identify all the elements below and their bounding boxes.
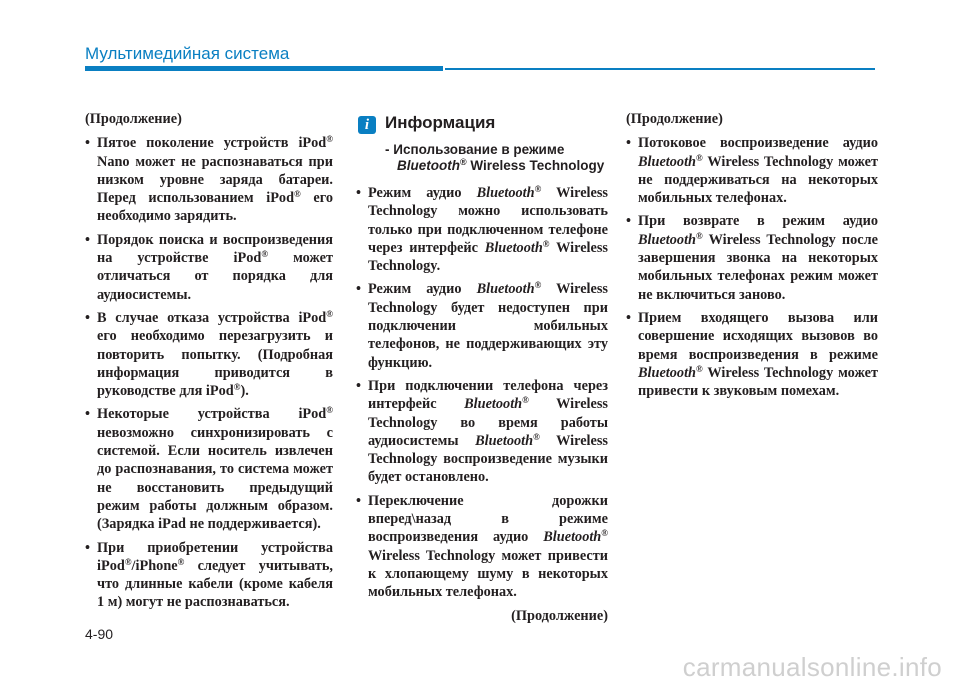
continued-label: (Продолжение)	[85, 111, 182, 127]
list-item: • Пятое поколение устройств iPod® Nano может не распознаваться при низком уровне заряда батареи. Перед использованием iPod® его необходимо зарядить.	[85, 134, 333, 225]
list-item: • Порядок поиска и воспроизведения на устройстве iPod® может отличаться от порядка для аудиосистемы.	[85, 231, 333, 304]
list-item: • В случае отказа устройства iPod® его необходимо перезагрузить и повторить попытку. (Подробная информация приводится в руководстве для iPod®).	[85, 309, 333, 400]
info-subtitle: - Использование в режиме Bluetooth® Wireless Technology	[385, 142, 605, 173]
column-right	[626, 110, 878, 405]
list-item: • Переключение дорожки вперед\назад в режиме воспроизведения аудио Bluetooth® Wireless Technology может привести к хлопающему шуму в некоторых мобильных телефонах.	[356, 492, 608, 602]
page-number: 4-90	[85, 626, 114, 642]
column-middle	[356, 113, 608, 625]
header-bar	[85, 66, 443, 71]
watermark: carmanualsonline.info	[682, 652, 942, 682]
list-item: • Потоковое воспроизведение аудио Bluetooth® Wireless Technology может не поддерживаться на некоторых мобильных телефонах.	[626, 134, 878, 207]
section-title: Мультимедийная система	[85, 44, 290, 63]
column-left	[85, 110, 333, 617]
header-rule	[445, 68, 875, 70]
list-item: • При приобретении устройства iPod®/iPhone® следует учитывать, что длинные кабели (кроме кабеля 1 м) могут не распознаваться.	[85, 539, 333, 612]
info-title: Информация	[385, 113, 496, 132]
list-item: • Некоторые устройства iPod® невозможно синхронизировать с системой. Если носитель извлечен до распознавания, то система может не восстановить предыдущий режим работы должным образом. (Зарядка iPad не поддерживается).	[85, 405, 333, 533]
list-item: • При возврате в режим аудио Bluetooth® Wireless Technology после завершения звонка на некоторых мобильных телефонах режим может не включиться заново.	[626, 212, 878, 303]
continued-label: (Продолжение)	[626, 111, 723, 127]
list-item: • Режим аудио Bluetooth® Wireless Technology будет недоступен при подключении мобильных телефонов, не поддерживающих эту функцию.	[356, 280, 608, 371]
info-box-header	[356, 113, 608, 140]
info-icon: i	[358, 116, 376, 134]
list-item: • Прием входящего вызова или совершение исходящих вызовов во время воспроизведения в режиме Bluetooth® Wireless Technology может привести к звуковым помехам.	[626, 309, 878, 400]
list-item: • При подключении телефона через интерфейс Bluetooth® Wireless Technology во время работы аудиосистемы Bluetooth® Wireless Technology воспроизведение музыки будет остановлено.	[356, 377, 608, 487]
continued-label: (Продолжение)	[511, 607, 608, 624]
list-item: • Режим аудио Bluetooth® Wireless Technology можно использовать только при подключенном телефоне через интерфейс Bluetooth® Wireless Technology.	[356, 184, 608, 275]
